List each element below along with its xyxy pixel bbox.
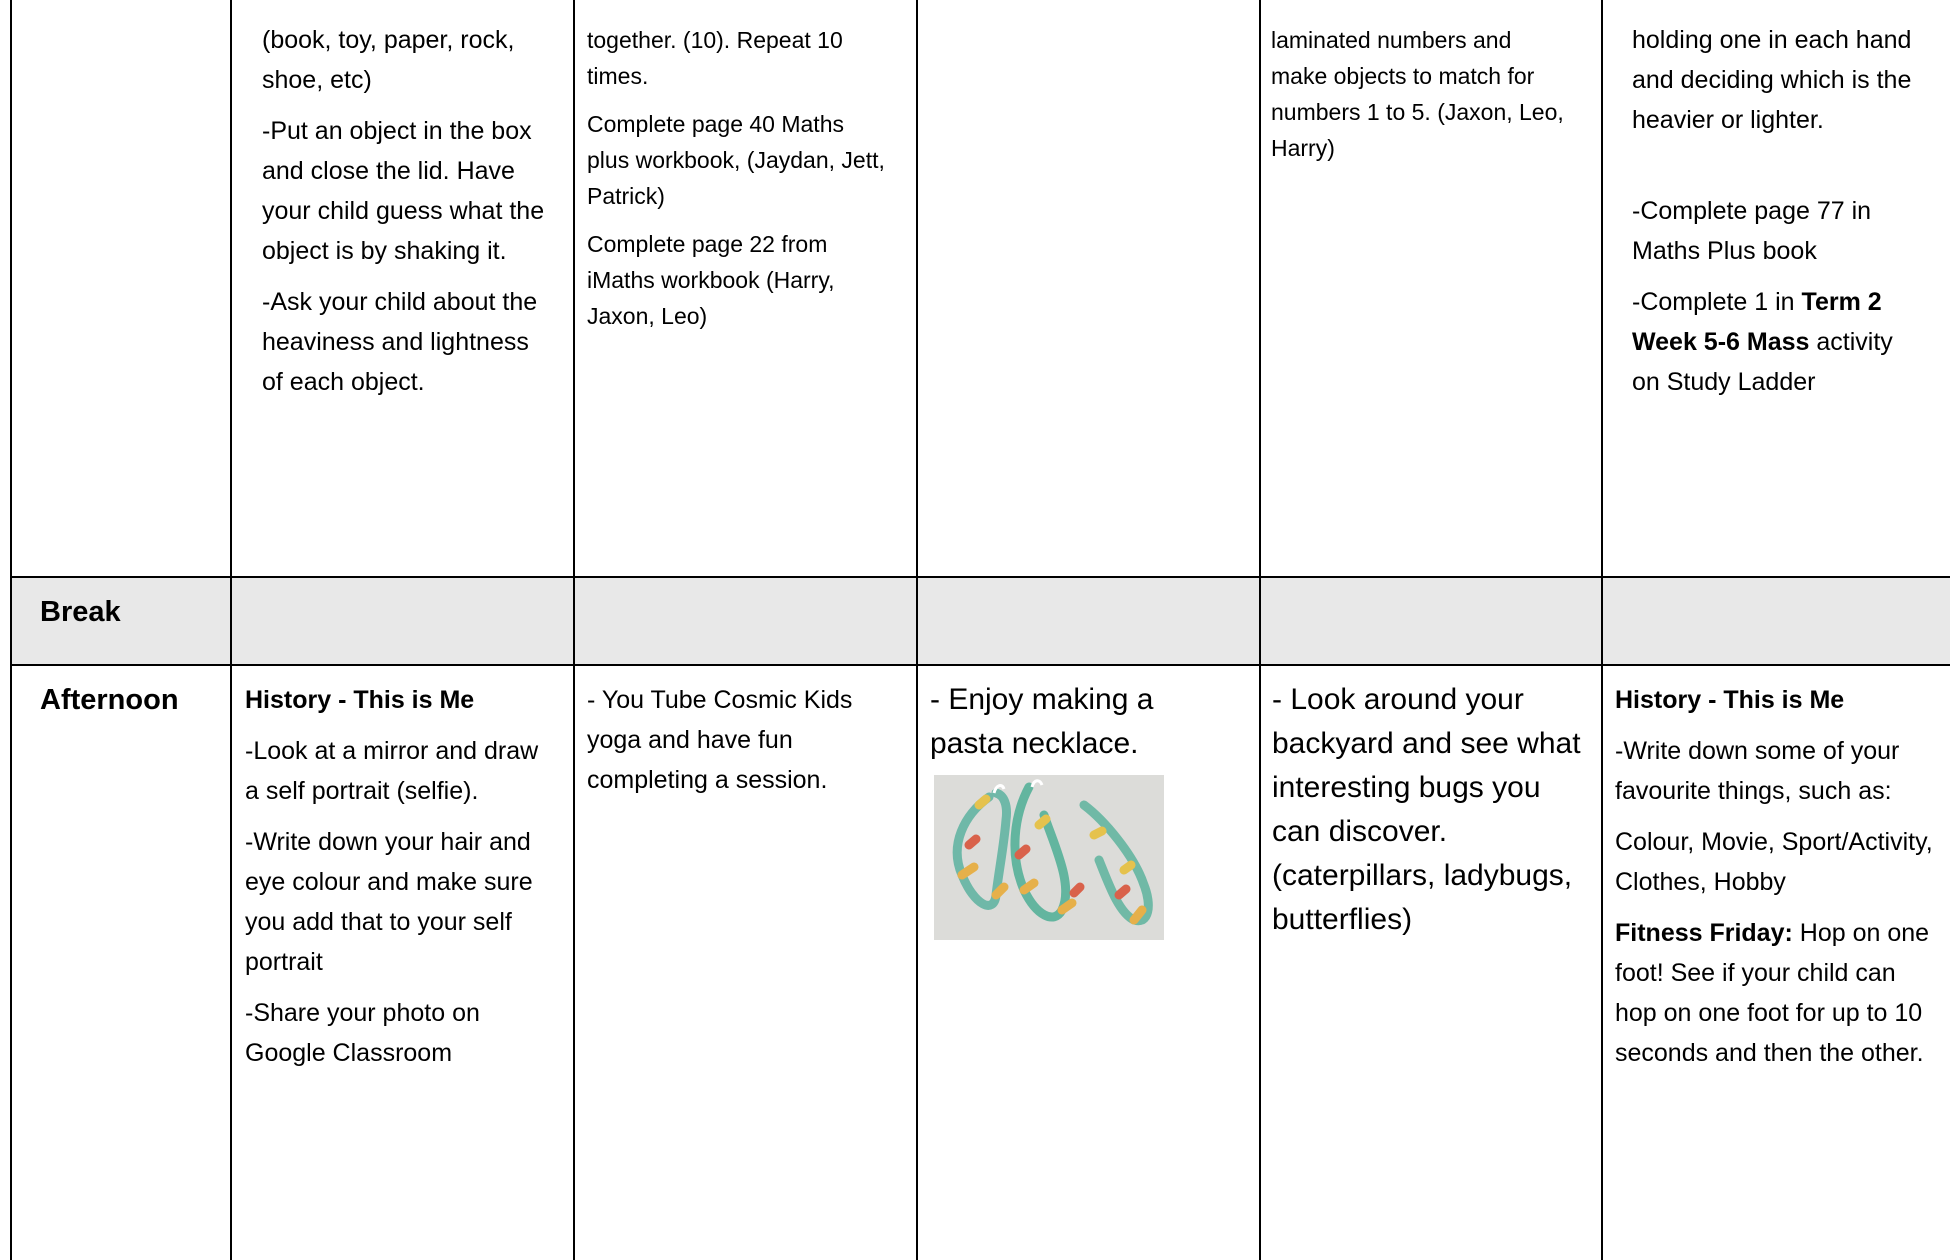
top-col2-line-1: together. (10). Repeat 10 times.: [587, 27, 843, 89]
fitness-friday-text: Hop on one foot! See if your child can hop on one foot for up to 10 seconds and then the other.: [1615, 919, 1930, 1067]
top-col2-line-3: Complete page 22 from iMaths workbook (Harry, Jaxon, Leo): [587, 231, 835, 329]
top-row-col1-cell: [262, 20, 552, 413]
top-row-col5-cell: [1632, 20, 1924, 413]
fitness-friday-label: Fitness Friday:: [1615, 919, 1793, 947]
top-col5-line-2: -Complete page 77 in Maths Plus book: [1632, 197, 1872, 265]
column-divider-4: [1259, 0, 1261, 1260]
top-col1-line-1: (book, toy, paper, rock, shoe, etc): [262, 26, 515, 94]
afternoon-col1-item-2: -Write down your hair and eye colour and make sure you add that to your self portrait: [245, 828, 533, 976]
afternoon-col5-heading: History - This is Me: [1615, 686, 1845, 714]
pasta-necklace-drawing: [934, 775, 1164, 940]
afternoon-col5-line-2: Colour, Movie, Sport/Activity, Clothes, Hobby: [1615, 828, 1933, 896]
top-col2-line-2: Complete page 40 Maths plus workbook, (Jaydan, Jett, Patrick): [587, 111, 885, 209]
afternoon-col2-text: - You Tube Cosmic Kids yoga and have fun completing a session.: [587, 686, 853, 794]
row-divider-top-break: [10, 576, 1950, 578]
afternoon-col4-text: - Look around your backyard and see what interesting bugs you can discover. (caterpillars, ladybugs, butterflies): [1272, 683, 1581, 936]
afternoon-col4-cell: [1272, 678, 1592, 942]
afternoon-col2-cell: [587, 680, 887, 811]
top-col5-line-3: [1632, 282, 1924, 402]
break-row-background: [11, 577, 1950, 665]
afternoon-col1-item-3: -Share your photo on Google Classroom: [245, 999, 480, 1067]
afternoon-col3-text: - Enjoy making a pasta necklace.: [930, 683, 1154, 760]
top-col5-line-3-bold: Term 2 Week 5-6 Mass: [1632, 288, 1882, 356]
top-col4-line-1: laminated numbers and make objects to match for numbers 1 to 5. (Jaxon, Leo, Harry): [1271, 27, 1564, 161]
afternoon-col1-cell: [245, 680, 555, 1084]
top-col1-line-3: -Ask your child about the heaviness and lightness of each object.: [262, 288, 538, 396]
row-divider-bottom-break: [10, 664, 1950, 666]
afternoon-col1-item-1: -Look at a mirror and draw a self portrait (selfie).: [245, 737, 539, 805]
afternoon-col5-cell: [1615, 680, 1935, 1084]
top-col5-line-3-suffix: activity on Study Ladder: [1632, 328, 1893, 396]
top-row-col4-cell: [1271, 22, 1571, 178]
column-divider-0: [10, 0, 12, 1260]
afternoon-col5-line-3: [1615, 913, 1935, 1073]
top-row-col2-cell: [587, 22, 887, 346]
top-col5-line-3-prefix: -Complete 1 in: [1632, 288, 1802, 316]
afternoon-col3-cell: [930, 678, 1230, 766]
pasta-necklace-image: [934, 775, 1164, 940]
break-label: Break: [40, 596, 121, 628]
top-col1-line-2: -Put an object in the box and close the lid. Have your child guess what the object is by shaking it.: [262, 117, 545, 265]
column-divider-1: [230, 0, 232, 1260]
afternoon-col1-heading: History - This is Me: [245, 686, 475, 714]
column-divider-5: [1601, 0, 1603, 1260]
column-divider-3: [916, 0, 918, 1260]
column-divider-2: [573, 0, 575, 1260]
afternoon-col5-line-1: -Write down some of your favourite things, such as:: [1615, 737, 1900, 805]
afternoon-label: Afternoon: [40, 684, 179, 716]
top-col5-line-1: holding one in each hand and deciding which is the heavier or lighter.: [1632, 26, 1912, 134]
